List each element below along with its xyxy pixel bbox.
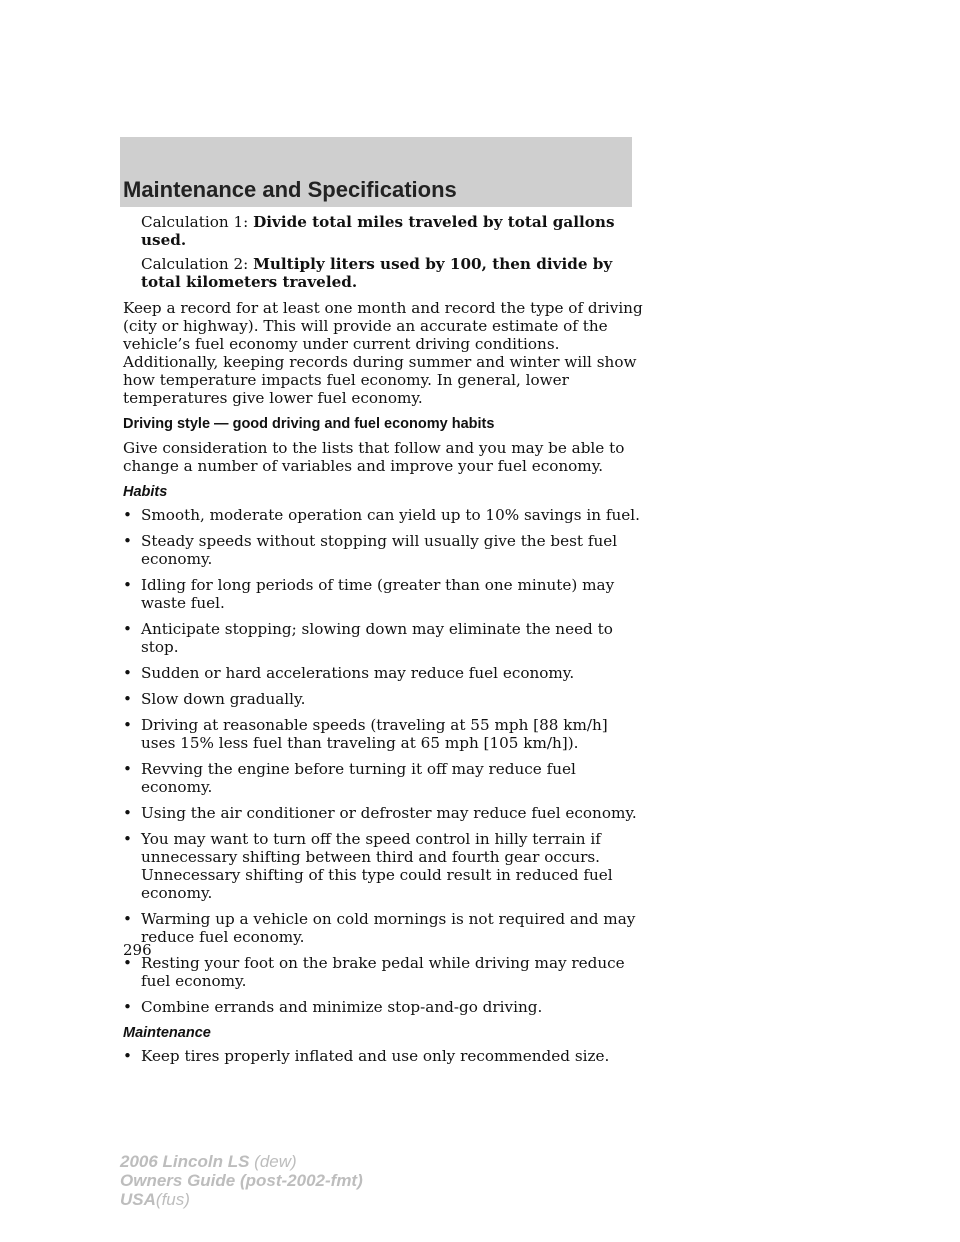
bullet-icon: •: [123, 532, 132, 550]
list-item-text: Warming up a vehicle on cold mornings is not required and may reduce fuel economy.: [141, 910, 636, 946]
list-item: [123, 954, 643, 990]
footer-line-3: [120, 1190, 363, 1209]
list-item-text: Slow down gradually.: [141, 690, 306, 708]
list-item: [123, 760, 643, 796]
list-item: [123, 532, 643, 568]
list-item-text: Sudden or hard accelerations may reduce fuel economy.: [141, 664, 575, 682]
bullet-icon: •: [123, 716, 132, 734]
footer-market-code: (fus): [155, 1190, 190, 1209]
list-item-text: Steady speeds without stopping will usually give the best fuel economy.: [141, 532, 618, 568]
list-item-text: Using the air conditioner or defroster may reduce fuel economy.: [141, 804, 637, 822]
footer-line-1: [120, 1152, 363, 1171]
list-item-text: Combine errands and minimize stop-and-go driving.: [141, 998, 543, 1016]
list-item: [123, 716, 643, 752]
list-item: [123, 664, 643, 682]
calculation-2-label: Calculation 2:: [141, 255, 249, 273]
footer: [120, 1152, 363, 1209]
bullet-icon: •: [123, 760, 132, 778]
list-item: [123, 576, 643, 612]
calculation-1-label: Calculation 1:: [141, 213, 249, 231]
list-item: [123, 998, 643, 1016]
calculation-2: [123, 255, 643, 291]
list-item: [123, 1047, 643, 1065]
bullet-icon: •: [123, 664, 132, 682]
bullet-icon: •: [123, 998, 132, 1016]
bullet-icon: •: [123, 954, 132, 972]
bullet-icon: •: [123, 1047, 132, 1065]
page-title: Maintenance and Specifications: [123, 177, 457, 202]
bullet-icon: •: [123, 910, 132, 928]
maintenance-heading: Maintenance: [123, 1025, 211, 1041]
bullet-icon: •: [123, 804, 132, 822]
list-item-text: You may want to turn off the speed control in hilly terrain if unnecessary shifting between third and fourth gear occurs. Unnecessary shifting of this type could result in reduced fuel economy.: [141, 830, 613, 902]
list-item-text: Keep tires properly inflated and use only recommended size.: [141, 1047, 610, 1065]
footer-model-code: (dew): [254, 1152, 297, 1171]
bullet-icon: •: [123, 576, 132, 594]
list-item: [123, 830, 643, 902]
list-item-text: Smooth, moderate operation can yield up to 10% savings in fuel.: [141, 506, 640, 524]
list-item: [123, 690, 643, 708]
footer-model: 2006 Lincoln LS: [120, 1152, 250, 1171]
maintenance-list: [123, 1047, 643, 1065]
list-item: [123, 620, 643, 656]
calculation-1-text: Divide total miles traveled by total gallons used.: [141, 213, 615, 249]
calculation-1: [123, 213, 643, 249]
list-item-text: Revving the engine before turning it off may reduce fuel economy.: [141, 760, 576, 796]
bullet-icon: •: [123, 620, 132, 638]
page-content: [123, 213, 643, 1073]
bullet-icon: •: [123, 506, 132, 524]
habits-heading: Habits: [123, 484, 168, 500]
footer-line-2: Owners Guide (post-2002-fmt): [120, 1171, 363, 1190]
bullet-icon: •: [123, 690, 132, 708]
list-item-text: Idling for long periods of time (greater than one minute) may waste fuel.: [141, 576, 615, 612]
list-item: [123, 910, 643, 946]
list-item-text: Anticipate stopping; slowing down may eliminate the need to stop.: [141, 620, 613, 656]
page-number: 296: [123, 941, 152, 959]
bullet-icon: •: [123, 830, 132, 848]
intro-paragraph: Keep a record for at least one month and record the type of driving (city or highway). This will provide an accurate estimate of the vehicle’s fuel economy under current driving conditions. Additionally, keeping records during summer and winter will show how temperature impacts fuel economy. In general, lower temperatures give lower fuel economy.: [123, 299, 643, 407]
list-item: [123, 804, 643, 822]
habits-list: [123, 506, 643, 1016]
list-item-text: Driving at reasonable speeds (traveling at 55 mph [88 km/h] uses 15% less fuel than traveling at 65 mph [105 km/h]).: [141, 716, 608, 752]
footer-market: USA: [120, 1190, 156, 1209]
list-item: [123, 506, 643, 524]
list-item-text: Resting your foot on the brake pedal while driving may reduce fuel economy.: [141, 954, 625, 990]
section-paragraph: Give consideration to the lists that follow and you may be able to change a number of variables and improve your fuel economy.: [123, 439, 625, 475]
section-heading: Driving style — good driving and fuel economy habits: [123, 416, 495, 432]
calculation-2-text: Multiply liters used by 100, then divide by total kilometers traveled.: [141, 255, 613, 291]
